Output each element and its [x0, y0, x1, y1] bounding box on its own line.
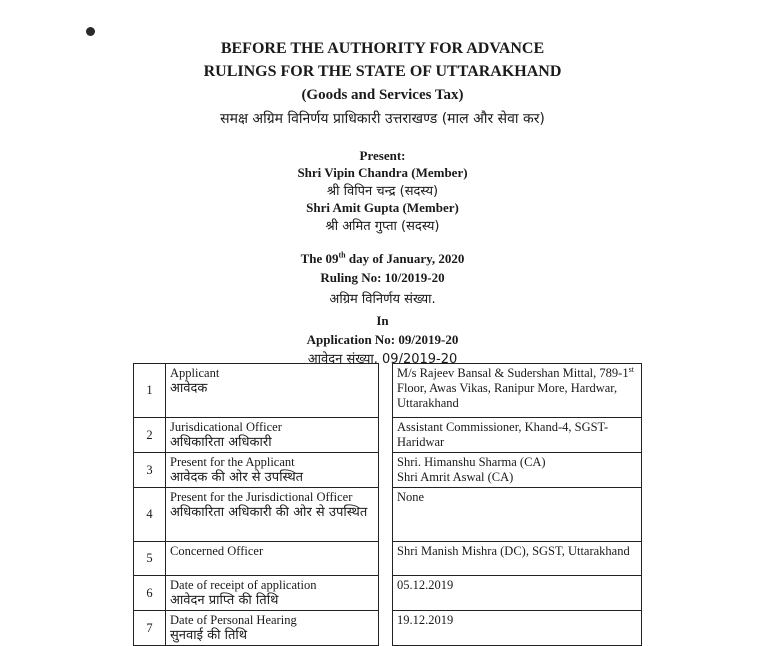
in-label: In	[376, 313, 389, 328]
table-row	[134, 611, 642, 646]
header-line-1: BEFORE THE AUTHORITY FOR ADVANCE	[220, 40, 545, 57]
row-label-hindi: आवेदक की ओर से उपस्थित	[170, 470, 304, 485]
header-line-3: (Goods and Services Tax)	[301, 87, 464, 103]
member-2-hindi: श्री अमित गुप्ता (सदस्य)	[325, 219, 440, 234]
table-row	[134, 364, 642, 418]
row-value: Assistant Commissioner, Khand-4, SGST-Haridwar	[393, 418, 642, 453]
row-number: 4	[134, 488, 166, 542]
ruling-number-hindi: अग्रिम विनिर्णय संख्या.	[329, 292, 436, 307]
punch-hole-mark	[86, 27, 95, 36]
row-label-english: Present for the Jurisdictional Officer	[170, 490, 353, 504]
application-number: Application No: 09/2019-20	[306, 332, 459, 347]
row-number: 3	[134, 453, 166, 488]
member-1-hindi: श्री विपिन चन्द्र (सदस्य)	[326, 184, 439, 199]
header-line-hindi: समक्ष अग्रिम विनिर्णय प्राधिकारी उत्तराखण्ड (माल और सेवा कर)	[220, 111, 545, 127]
row-spacer	[379, 364, 393, 418]
table-row	[134, 576, 642, 611]
present-heading: Present:	[359, 148, 406, 163]
row-label	[166, 488, 379, 542]
table-row	[134, 542, 642, 576]
row-label	[166, 542, 379, 576]
ruling-date-prefix: The 09	[300, 251, 339, 266]
row-label-hindi: आवेदक	[170, 381, 208, 396]
row-number: 1	[134, 364, 166, 418]
row-number: 6	[134, 576, 166, 611]
row-label-hindi: आवेदन प्राप्ति की तिथि	[170, 593, 279, 608]
table-row	[134, 453, 642, 488]
case-details-body	[134, 364, 642, 646]
row-label-hindi: अधिकारिता अधिकारी	[170, 435, 272, 450]
row-label	[166, 418, 379, 453]
table-row	[134, 418, 642, 453]
row-label	[166, 364, 379, 418]
ruling-date	[0, 251, 765, 267]
row-label-hindi: सुनवाई की तिथि	[170, 628, 248, 643]
row-value: Shri Manish Mishra (DC), SGST, Uttarakhand	[393, 542, 642, 576]
row-spacer	[379, 453, 393, 488]
row-label-english: Jurisdicational Officer	[170, 420, 282, 434]
row-label	[166, 453, 379, 488]
row-label-english: Present for the Applicant	[170, 455, 295, 469]
row-value: None	[393, 488, 642, 542]
ruling-date-sup: th	[338, 250, 346, 260]
ruling-date-suffix: day of January, 2020	[345, 251, 465, 266]
case-details-table	[133, 363, 642, 646]
row-spacer	[379, 418, 393, 453]
row-value: M/s Rajeev Bansal & Sudershan Mittal, 789-1st Floor, Awas Vikas, Ranipur More, Hardwar, Uttarakhand	[393, 364, 642, 418]
member-2-english: Shri Amit Gupta (Member)	[306, 200, 459, 215]
row-number: 2	[134, 418, 166, 453]
row-label	[166, 611, 379, 646]
row-label-hindi: अधिकारिता अधिकारी की ओर से उपस्थित	[170, 505, 368, 520]
row-label-english: Date of receipt of application	[170, 578, 317, 592]
row-spacer	[379, 542, 393, 576]
member-1-english: Shri Vipin Chandra (Member)	[297, 165, 468, 180]
row-number: 7	[134, 611, 166, 646]
row-label-english: Date of Personal Hearing	[170, 613, 297, 627]
row-value: Shri. Himanshu Sharma (CA) Shri Amrit Aswal (CA)	[393, 453, 642, 488]
row-spacer	[379, 488, 393, 542]
table-row	[134, 488, 642, 542]
application-number-hindi: आवेदन संख्या. 09/2019-20	[307, 352, 458, 367]
row-spacer	[379, 611, 393, 646]
header-line-2: RULINGS FOR THE STATE OF UTTARAKHAND	[203, 63, 562, 80]
row-spacer	[379, 576, 393, 611]
row-label-english: Concerned Officer	[170, 544, 264, 558]
row-label-english: Applicant	[170, 366, 220, 380]
row-label	[166, 576, 379, 611]
ruling-number: Ruling No: 10/2019-20	[320, 270, 445, 285]
row-value: 05.12.2019	[393, 576, 642, 611]
row-number: 5	[134, 542, 166, 576]
row-value: 19.12.2019	[393, 611, 642, 646]
